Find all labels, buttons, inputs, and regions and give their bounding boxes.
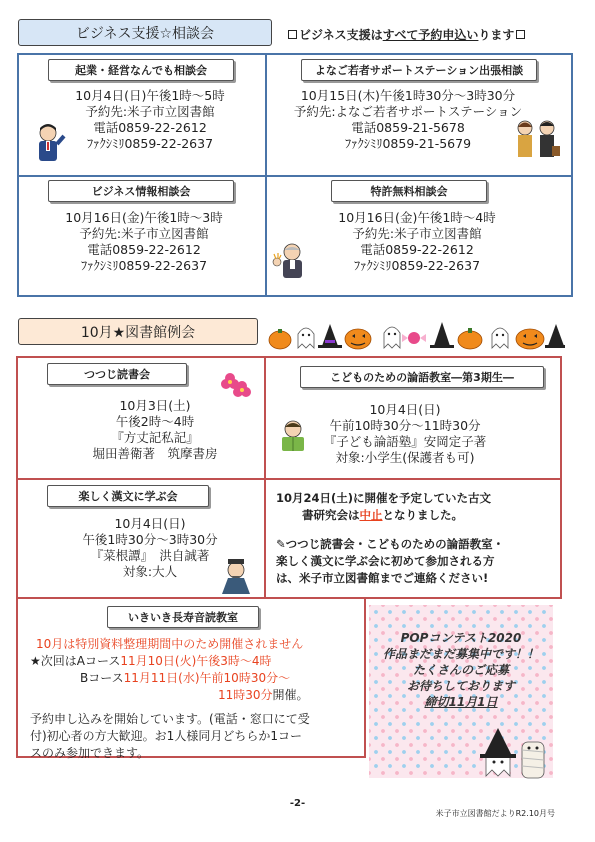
event-author: 堀田善衛著 筑摩書房 — [92, 446, 218, 461]
event-target: 対象:小学生(保護者も可) — [335, 450, 475, 465]
event-info-kanbun — [65, 516, 235, 580]
witch-hat-icon — [318, 324, 342, 348]
event-date: 10月3日(土) — [119, 398, 191, 413]
notice-line: 楽しく漢文に学ぶ会に初めて参加される方 — [276, 554, 495, 568]
consult-phone: 電話0859-22-2612 — [87, 242, 201, 257]
pop-deadline: 締切11月1日 — [424, 695, 498, 709]
event-info-kids-analects — [305, 402, 505, 466]
consult-date: 10月4日(日)午後1時～5時 — [75, 88, 225, 103]
ikiiki-detail: 予約申し込みを開始しています。(電話・窓口にて受 — [30, 712, 310, 726]
square-bullet-icon — [288, 30, 297, 39]
ikiiki-course-b — [30, 670, 370, 687]
event-info-ikiiki — [30, 636, 370, 762]
ghost-icon — [298, 328, 314, 348]
consult-info-youth-support — [290, 88, 526, 152]
consult-fax: ﾌｧｸｼﾐﾘ0859-22-2637 — [86, 136, 214, 151]
pumpkin-icon — [269, 329, 291, 349]
consult-fax: ﾌｧｸｼﾐﾘ0859-22-2637 — [80, 258, 208, 273]
ghost-witch-illustration — [478, 722, 554, 780]
consult-label-youth-support: よなご若者サポートステーション出張相談 — [301, 59, 537, 81]
event-time: 午前10時30分～11時30分 — [329, 418, 481, 433]
pop-line: POPコンテスト2020 — [400, 631, 522, 645]
businessman-illustration — [32, 122, 66, 166]
consult-info-patent — [312, 210, 522, 274]
event-book: 『子ども論語塾』安岡定子著 — [323, 434, 487, 449]
course-label: ★次回はAコース — [30, 654, 121, 668]
pumpkin-icon — [516, 329, 544, 349]
consult-date: 10月16日(金)午後1時～4時 — [338, 210, 496, 225]
consult-info-startup — [52, 88, 248, 152]
ghost-icon — [492, 328, 508, 348]
businesspeople-illustration — [512, 118, 562, 168]
witch-hat-icon — [430, 322, 454, 348]
consult-reserve: 予約先:米子市立図書館 — [352, 226, 482, 241]
ikiiki-detail: スのみ参加できます。 — [30, 746, 150, 760]
course-date: 11月10日(火)午後3時～4時 — [120, 654, 272, 668]
divider — [18, 478, 560, 480]
consult-label-business-info: ビジネス情報相談会 — [48, 180, 234, 202]
ikiiki-course-a — [30, 653, 370, 670]
pop-line: お待ちしております — [406, 679, 515, 693]
notice-line: 10月24日(土)に開催を予定していた古文 — [276, 491, 492, 505]
candy-icon — [402, 332, 426, 344]
confucius-illustration — [216, 556, 256, 596]
newsletter-credit: 米子市立図書館だよりR2.10月号 — [435, 809, 555, 818]
consult-label-patent: 特許無料相談会 — [331, 180, 487, 202]
event-date: 10月4日(日) — [114, 516, 186, 531]
event-label-kanbun: 楽しく漢文に学ぶ会 — [47, 485, 209, 507]
business-section-title: ビジネス支援☆相談会 — [18, 19, 272, 46]
child-reading-illustration — [276, 418, 310, 452]
ikiiki-detail: 付)初心者の方大歓迎。お1人様同月どちらか1コー — [30, 729, 302, 743]
consult-fax: ﾌｧｸｼﾐﾘ0859-22-2637 — [353, 258, 481, 273]
event-label-ikiiki: いきいき長寿音読教室 — [107, 606, 259, 628]
notice-line — [268, 507, 558, 524]
consult-date: 10月15日(木)午後1時30分～3時30分 — [300, 88, 516, 103]
event-book: 『菜根譚』 洪自誠著 — [90, 548, 210, 563]
event-date: 10月4日(日) — [369, 402, 441, 417]
event-target: 対象:大人 — [122, 564, 178, 579]
elderly-man-illustration — [270, 240, 312, 280]
notice-text: 書研究会は — [302, 508, 360, 522]
consult-fax: ﾌｧｸｼﾐﾘ0859-21-5679 — [344, 136, 472, 151]
course-date: 11月11日(水)午前10時30分～ — [123, 671, 291, 685]
event-info-tsuji — [70, 398, 240, 462]
event-label-tsuji: つつじ読書会 — [47, 363, 187, 385]
page-number: -2- — [289, 798, 306, 809]
square-bullet-icon — [516, 30, 525, 39]
pumpkin-icon — [458, 328, 482, 349]
business-reservation-notice — [286, 26, 574, 43]
ikiiki-notice: 10月は特別資料整理期間中のため開催されません — [36, 637, 304, 651]
notice-line: ✎つつじ読書会・こどものための論語教室・ — [276, 537, 505, 551]
consult-reserve: 予約先:米子市立図書館 — [85, 104, 215, 119]
pumpkin-icon — [345, 329, 371, 349]
notice-text-post: ります — [478, 28, 515, 42]
pop-line: たくさんのご応募 — [412, 663, 509, 677]
event-label-kids-analects: こどものための論語教室―第3期生― — [300, 366, 544, 388]
consult-label-startup: 起業・経営なんでも相談会 — [48, 59, 234, 81]
pop-contest-text — [369, 630, 553, 710]
consult-date: 10月16日(金)午後1時～3時 — [65, 210, 223, 225]
notice-text-pre: ビジネス支援は — [299, 28, 383, 42]
pop-line: 作品まだまだ募集中です！！ — [382, 647, 539, 661]
consult-reserve: 予約先:米子市立図書館 — [79, 226, 209, 241]
consult-info-business-info — [44, 210, 244, 274]
notice-text: となりました。 — [382, 508, 463, 522]
event-time: 午後2時～4時 — [115, 414, 195, 429]
flower-illustration — [218, 368, 254, 400]
consult-reserve: 予約先:よなご若者サポートステーション — [293, 104, 523, 119]
consult-phone: 電話0859-22-2612 — [360, 242, 474, 257]
course-label: Bコース — [80, 671, 124, 685]
witch-hat-icon — [545, 324, 565, 348]
divider — [19, 175, 571, 177]
event-time: 午後1時30分～3時30分 — [82, 532, 218, 547]
course-time: 11時30分 — [218, 688, 273, 702]
consult-phone: 電話0859-22-2612 — [93, 120, 207, 135]
consult-phone: 電話0859-21-5678 — [351, 120, 465, 135]
library-section-title: 10月★図書館例会 — [18, 318, 258, 345]
halloween-decoration-strip — [266, 316, 566, 350]
cancel-word: 中止 — [359, 508, 383, 522]
notice-line: は、米子市立図書館までご連絡ください! — [276, 571, 489, 585]
event-book: 『方丈記私記』 — [111, 430, 199, 445]
notice-text-emphasis: すべて予約申込い — [382, 28, 479, 42]
ghost-icon — [384, 327, 400, 348]
ikiiki-course-b-end — [30, 687, 370, 704]
course-text: 開催。 — [272, 688, 309, 702]
cancellation-notice — [268, 490, 558, 587]
